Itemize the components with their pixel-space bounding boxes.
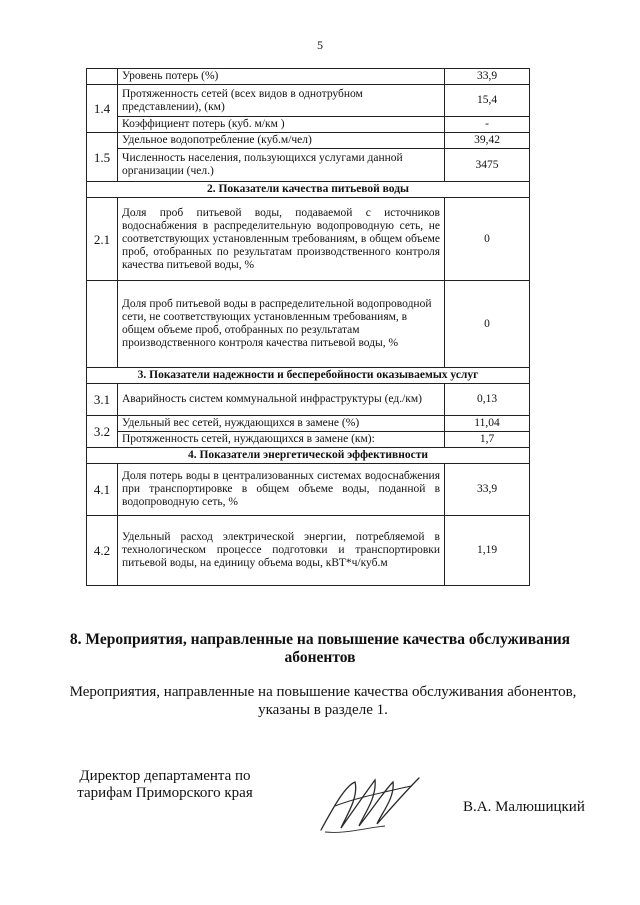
indicator-value: 33,9 bbox=[445, 464, 530, 516]
indicator-name: Доля проб питьевой воды, подаваемой с источников водоснабжения в распределительную водопроводную сеть, не соответствующих установленным требованиям, в общем объеме проб, отобранных по результатам производственного контроля качества питьевой воды, % bbox=[118, 198, 445, 281]
indicator-value: - bbox=[445, 117, 530, 133]
section-title: 2. Показатели качества питьевой воды bbox=[87, 182, 530, 198]
section-title: 4. Показатели энергетической эффективности bbox=[87, 448, 530, 464]
indicator-value: 1,7 bbox=[445, 432, 530, 448]
table-row bbox=[87, 117, 530, 133]
indicator-name: Протяженность сетей (всех видов в однотрубном представлении), (км) bbox=[118, 85, 445, 117]
indicator-name: Протяженность сетей, нуждающихся в замене (км): bbox=[118, 432, 445, 448]
row-number: 1.5 bbox=[87, 133, 118, 182]
table-row bbox=[87, 198, 530, 281]
section-title: 3. Показатели надежности и бесперебойности оказываемых услуг bbox=[87, 368, 530, 384]
indicator-name: Доля потерь воды в централизованных системах водоснабжения при транспортировке в общем объеме воды, поданной в водопроводную сеть, % bbox=[118, 464, 445, 516]
table-row bbox=[87, 516, 530, 586]
indicator-name: Удельный расход электрической энергии, потребляемой в технологическом процессе подготовки и транспортировки питьевой воды, на единицу объема воды, кВТ*ч/куб.м bbox=[118, 516, 445, 586]
row-number bbox=[87, 69, 118, 85]
indicator-name: Доля проб питьевой воды в распределительной водопроводной сети, не соответствующих установленным требованиям, в общем объеме проб, отобранных по результатам производственного контроля качества питьевой воды, % bbox=[118, 281, 445, 368]
indicator-name: Удельный вес сетей, нуждающихся в замене (%) bbox=[118, 416, 445, 432]
indicator-name: Аварийность систем коммунальной инфраструктуры (ед./км) bbox=[118, 384, 445, 416]
indicator-value: 39,42 bbox=[445, 133, 530, 149]
row-number: 1.4 bbox=[87, 85, 118, 133]
indicator-value: 3475 bbox=[445, 149, 530, 182]
section-header-row bbox=[87, 182, 530, 198]
indicator-value: 15,4 bbox=[445, 85, 530, 117]
indicators-table bbox=[86, 68, 530, 586]
section-8-title: 8. Мероприятия, направленные на повышение качества обслуживания абонентов bbox=[69, 631, 571, 666]
indicator-name: Коэффициент потерь (куб. м/км ) bbox=[118, 117, 445, 133]
row-number: 4.2 bbox=[87, 516, 118, 586]
page-number: 5 bbox=[317, 38, 323, 52]
section-header-row bbox=[87, 448, 530, 464]
indicator-value: 0,13 bbox=[445, 384, 530, 416]
table-row bbox=[87, 85, 530, 117]
indicator-value: 0 bbox=[445, 281, 530, 368]
signer-name: В.А. Малюшицкий bbox=[463, 799, 585, 815]
section-header-row bbox=[87, 368, 530, 384]
indicator-name: Удельное водопотребление (куб.м/чел) bbox=[118, 133, 445, 149]
table-row bbox=[87, 416, 530, 432]
indicator-value: 11,04 bbox=[445, 416, 530, 432]
table-row bbox=[87, 432, 530, 448]
table-row bbox=[87, 133, 530, 149]
table-row bbox=[87, 149, 530, 182]
row-number: 3.2 bbox=[87, 416, 118, 448]
row-number: 4.1 bbox=[87, 464, 118, 516]
indicator-name: Численность населения, пользующихся услугами данной организации (чел.) bbox=[118, 149, 445, 182]
row-number: 2.1 bbox=[87, 198, 118, 281]
indicator-name: Уровень потерь (%) bbox=[118, 69, 445, 85]
table-row bbox=[87, 384, 530, 416]
row-number bbox=[87, 281, 118, 368]
table-row bbox=[87, 464, 530, 516]
indicator-value: 0 bbox=[445, 198, 530, 281]
signature-image bbox=[315, 768, 425, 838]
table-row bbox=[87, 281, 530, 368]
section-8-body: Мероприятия, направленные на повышение качества обслуживания абонентов, указаны в разделе 1. bbox=[69, 684, 577, 718]
indicator-value: 1,19 bbox=[445, 516, 530, 586]
table-row bbox=[87, 69, 530, 85]
signer-position: Директор департамента по тарифам Приморского края bbox=[77, 768, 253, 801]
row-number: 3.1 bbox=[87, 384, 118, 416]
indicator-value: 33,9 bbox=[445, 69, 530, 85]
